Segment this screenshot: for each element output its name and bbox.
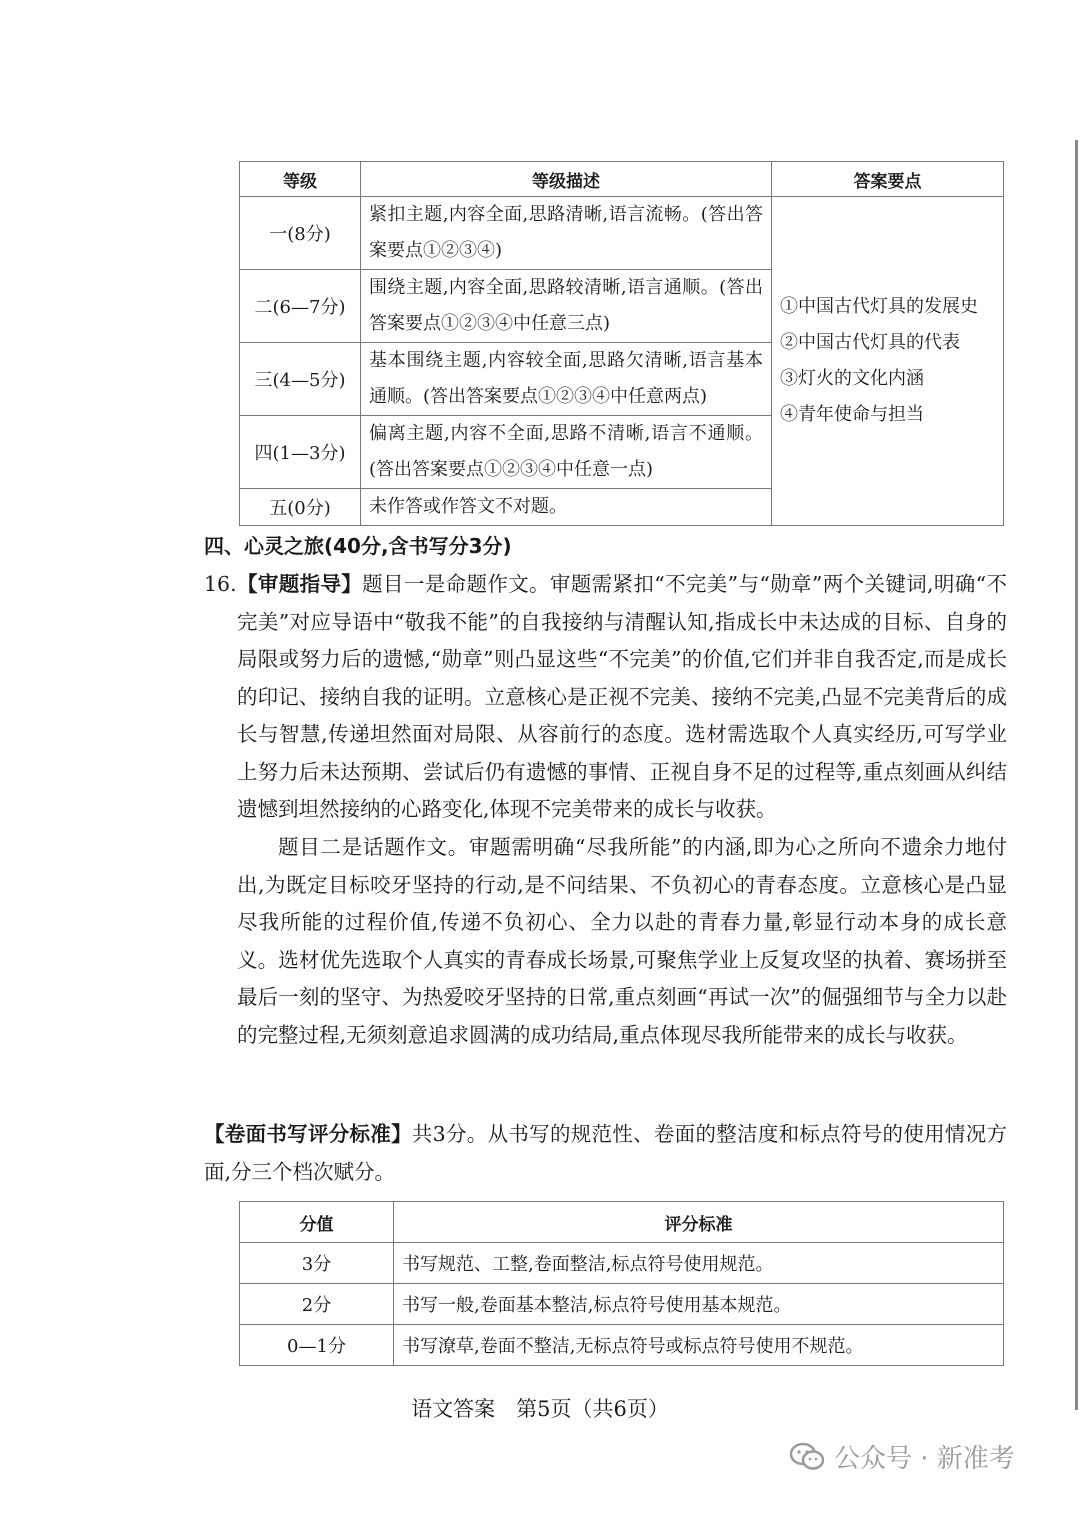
grade-description: 基本围绕主题,内容较全面,思路欠清晰,语言基本通顺。(答出答案要点①②③④中任意两点) [361, 343, 772, 416]
grade-level: 三(4—5分) [240, 343, 361, 416]
writing-tag: 【卷面书写评分标准】 [204, 1122, 412, 1146]
header-criteria: 评分标准 [394, 1202, 1004, 1243]
header-level: 等级 [240, 162, 361, 197]
section-heading: 四、心灵之旅(40分,含书写分3分) [204, 534, 512, 558]
header-answer-points: 答案要点 [772, 162, 1004, 197]
grade-level: 一(8分) [240, 197, 361, 270]
writing-intro-text: 共3分。从书写的规范性、卷面的整洁度和标点符号的使用情况方面,分三个档次赋分。 [204, 1122, 1008, 1184]
header-description: 等级描述 [361, 162, 772, 197]
page-footer: 语文答案 第5页（共6页） [411, 1397, 669, 1421]
answer-points-cell [772, 197, 1004, 526]
watermark [790, 1438, 1015, 1475]
paragraph-text: 题目一是命题作文。审题需紧扣“不完美”与“勋章”两个关键词,明确“不完美”对应导语中“敬我不能”的自我接纳与清醒认知,指成长中未达成的目标、自身的局限或努力后的遗憾,“勋章”则凸显这些“不完美”的价值,它们并非自我否定,而是成长的印记、接纳自我的证明。立意核心是正视不完美、接纳不完美,凸显不完美背后的成长与智慧,传递坦然面对局限、从容前行的态度。选材需选取个人真实经历,可写学业上努力后未达预期、尝试后仍有遗憾的事情、正视自身不足的过程等,重点刻画从纠结遗憾到坦然接纳的心路变化,体现不完美带来的成长与收获。 [237, 572, 1007, 821]
table-row [240, 197, 1004, 270]
watermark-text: 公众号 · 新准考 [834, 1444, 1015, 1474]
grade-level: 五(0分) [240, 489, 361, 526]
score-value: 0—1分 [240, 1325, 394, 1366]
grade-level: 四(1—3分) [240, 416, 361, 489]
score-value: 2分 [240, 1284, 394, 1325]
question-paragraph-1 [237, 566, 1007, 829]
writing-score-table [239, 1201, 1004, 1366]
score-criteria: 书写规范、工整,卷面整洁,标点符号使用规范。 [394, 1243, 1004, 1284]
guidance-tag: 【审题指导】 [237, 572, 363, 596]
score-criteria: 书写一般,卷面基本整洁,标点符号使用基本规范。 [394, 1284, 1004, 1325]
writing-intro [204, 1116, 1007, 1191]
answer-point: ③灯火的文化内涵 [780, 368, 924, 389]
answer-point: ①中国古代灯具的发展史 [780, 296, 978, 317]
grade-description: 紧扣主题,内容全面,思路清晰,语言流畅。(答出答案要点①②③④) [361, 197, 772, 270]
grade-table [239, 161, 1004, 526]
page-edge-line [1075, 140, 1078, 1410]
score-value: 3分 [240, 1243, 394, 1284]
question-paragraph-2: 题目二是话题作文。审题需明确“尽我所能”的内涵,即为心之所向不遗余力地付出,为既定目标咬牙坚持的行动,是不问结果、不负初心的青春态度。立意核心是凸显尽我所能的过程价值,传递不负初心、全力以赴的青春力量,彰显行动本身的成长意义。选材优先选取个人真实的青春成长场景,可聚焦学业上反复攻坚的执着、赛场拼至最后一刻的坚守、为热爱咬牙坚持的日常,重点刻画“再试一次”的倔强细节与全力以赴的完整过程,无须刻意追求圆满的成功结局,重点体现尽我所能带来的成长与收获。 [237, 835, 1007, 1047]
grade-description: 围绕主题,内容全面,思路较清晰,语言通顺。(答出答案要点①②③④中任意三点) [361, 270, 772, 343]
grade-level: 二(6—7分) [240, 270, 361, 343]
answer-point: ④青年使命与担当 [780, 404, 924, 425]
question-number: 16. [204, 572, 237, 596]
table-row [240, 1284, 1004, 1325]
table-row [240, 1325, 1004, 1366]
score-criteria: 书写潦草,卷面不整洁,无标点符号或标点符号使用不规范。 [394, 1325, 1004, 1366]
header-score: 分值 [240, 1202, 394, 1243]
wechat-icon [790, 1442, 824, 1472]
grade-description: 偏离主题,内容不全面,思路不清晰,语言不通顺。(答出答案要点①②③④中任意一点) [361, 416, 772, 489]
table-header-row [240, 162, 1004, 197]
answer-point: ②中国古代灯具的代表 [780, 332, 960, 353]
grade-description: 未作答或作答文不对题。 [361, 489, 772, 526]
table-header-row [240, 1202, 1004, 1243]
table-row [240, 1243, 1004, 1284]
